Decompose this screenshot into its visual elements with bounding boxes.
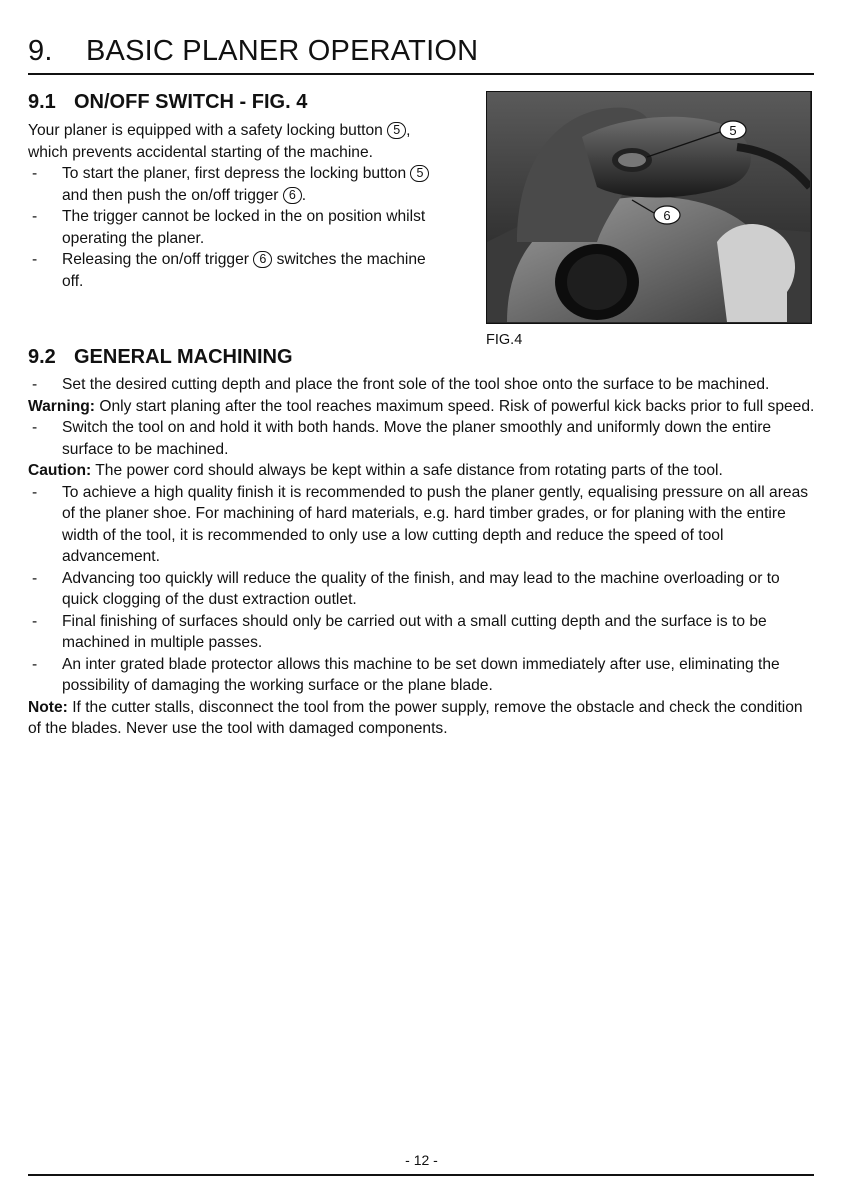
figure-caption: FIG.4 — [486, 332, 523, 348]
list-item — [28, 163, 448, 206]
intro-paragraph — [28, 120, 448, 163]
note-label: Note: — [28, 698, 68, 716]
caution-text: The power cord should always be kept within a safe distance from rotating parts of the tool. — [91, 462, 723, 479]
bullet-dash: - — [32, 612, 38, 630]
bullet-text: To start the planer, first depress the locking button — [62, 165, 407, 182]
callout-label-5: 5 — [729, 123, 737, 138]
list-item — [28, 206, 448, 249]
section-title: ON/OFF SWITCH - FIG. 4 — [74, 91, 308, 113]
bullet-dash: - — [32, 419, 38, 436]
footer-divider — [28, 1174, 814, 1176]
bullet-dash: - — [32, 251, 38, 268]
bullet-text: Releasing the on/off trigger — [62, 251, 249, 268]
section-on-off-body — [28, 120, 448, 292]
bullet-text: and then push the on/off trigger — [62, 186, 279, 204]
title-divider — [28, 73, 814, 75]
bullet-dash: - — [32, 376, 38, 393]
note-text: If the cutter stalls, disconnect the tool from the power supply, remove the obstacle and check the condition of the blades. Never use the tool with damaged components. — [28, 698, 803, 737]
ref-marker-5: 5 — [387, 122, 406, 139]
chapter-number: 9. — [28, 35, 53, 67]
bullet-text: switches the machine off. — [62, 251, 426, 290]
section-heading-on-off-switch — [28, 90, 307, 114]
list-item — [28, 374, 816, 396]
bullet-text: Switch the tool on and hold it with both hands. Move the planer smoothly and uniformly down the entire surface to be machined. — [62, 419, 772, 458]
section-title: GENERAL MACHINING — [74, 346, 293, 368]
list-item — [28, 482, 816, 568]
section-machining-body — [28, 374, 816, 740]
bullet-text: Set the desired cutting depth and place the front sole of the tool shoe onto the surface to be machined. — [62, 376, 770, 393]
callout-label-6: 6 — [663, 208, 671, 223]
bullet-dash: - — [32, 483, 38, 501]
bullet-dash: - — [32, 165, 38, 182]
intro-text-end: , which prevents accidental starting of the machine. — [28, 122, 411, 161]
note-paragraph — [28, 697, 816, 740]
caution-paragraph — [28, 460, 816, 482]
chapter-title — [28, 34, 814, 68]
section-number: 9.1 — [28, 91, 56, 113]
bullet-text: . — [301, 186, 307, 204]
caution-label: Caution: — [28, 462, 92, 479]
warning-paragraph — [28, 396, 816, 418]
bullet-dash: - — [32, 569, 38, 587]
list-item — [28, 568, 816, 611]
section-heading-general-machining — [28, 345, 293, 369]
ref-marker-6: 6 — [283, 187, 302, 204]
section-number: 9.2 — [28, 346, 56, 368]
ref-marker-6: 6 — [253, 251, 272, 268]
chapter-title-text: BASIC PLANER OPERATION — [86, 35, 479, 67]
list-item — [28, 417, 816, 460]
planer-illustration — [487, 92, 810, 322]
bullet-dash: - — [32, 208, 38, 225]
bullet-text: To achieve a high quality finish it is recommended to push the planer gently, equalising pressure on all areas of the planer shoe. For machining of hard materials, e.g. hard timber grades, or for planing with the entire width of the tool, it is recommended to only use a low cutting depth and reduce the speed of tool advancement. — [62, 483, 809, 565]
warning-label: Warning: — [28, 397, 95, 415]
list-item — [28, 611, 816, 654]
list-item — [28, 249, 448, 292]
warning-text: Only start planing after the tool reaches maximum speed. Risk of powerful kick backs prior to full speed. — [94, 397, 815, 415]
page-number: - 12 - — [405, 1152, 438, 1168]
intro-text: Your planer is equipped with a safety locking button — [28, 122, 383, 139]
bullet-text: Advancing too quickly will reduce the quality of the finish, and may lead to the machine overloading or to quick clogging of the dust extraction outlet. — [62, 569, 780, 608]
bullet-text: An inter grated blade protector allows this machine to be set down immediately after use, eliminating the possibility of damaging the working surface or the plane blade. — [62, 655, 780, 694]
figure-planer-photo — [486, 91, 812, 324]
list-item — [28, 654, 816, 697]
bullet-text: The trigger cannot be locked in the on position whilst operating the planer. — [62, 208, 426, 247]
ref-marker-5: 5 — [410, 165, 429, 182]
bullet-text: Final finishing of surfaces should only be carried out with a small cutting depth and the surface is to be machined in multiple passes. — [62, 612, 767, 651]
bullet-dash: - — [32, 655, 38, 673]
